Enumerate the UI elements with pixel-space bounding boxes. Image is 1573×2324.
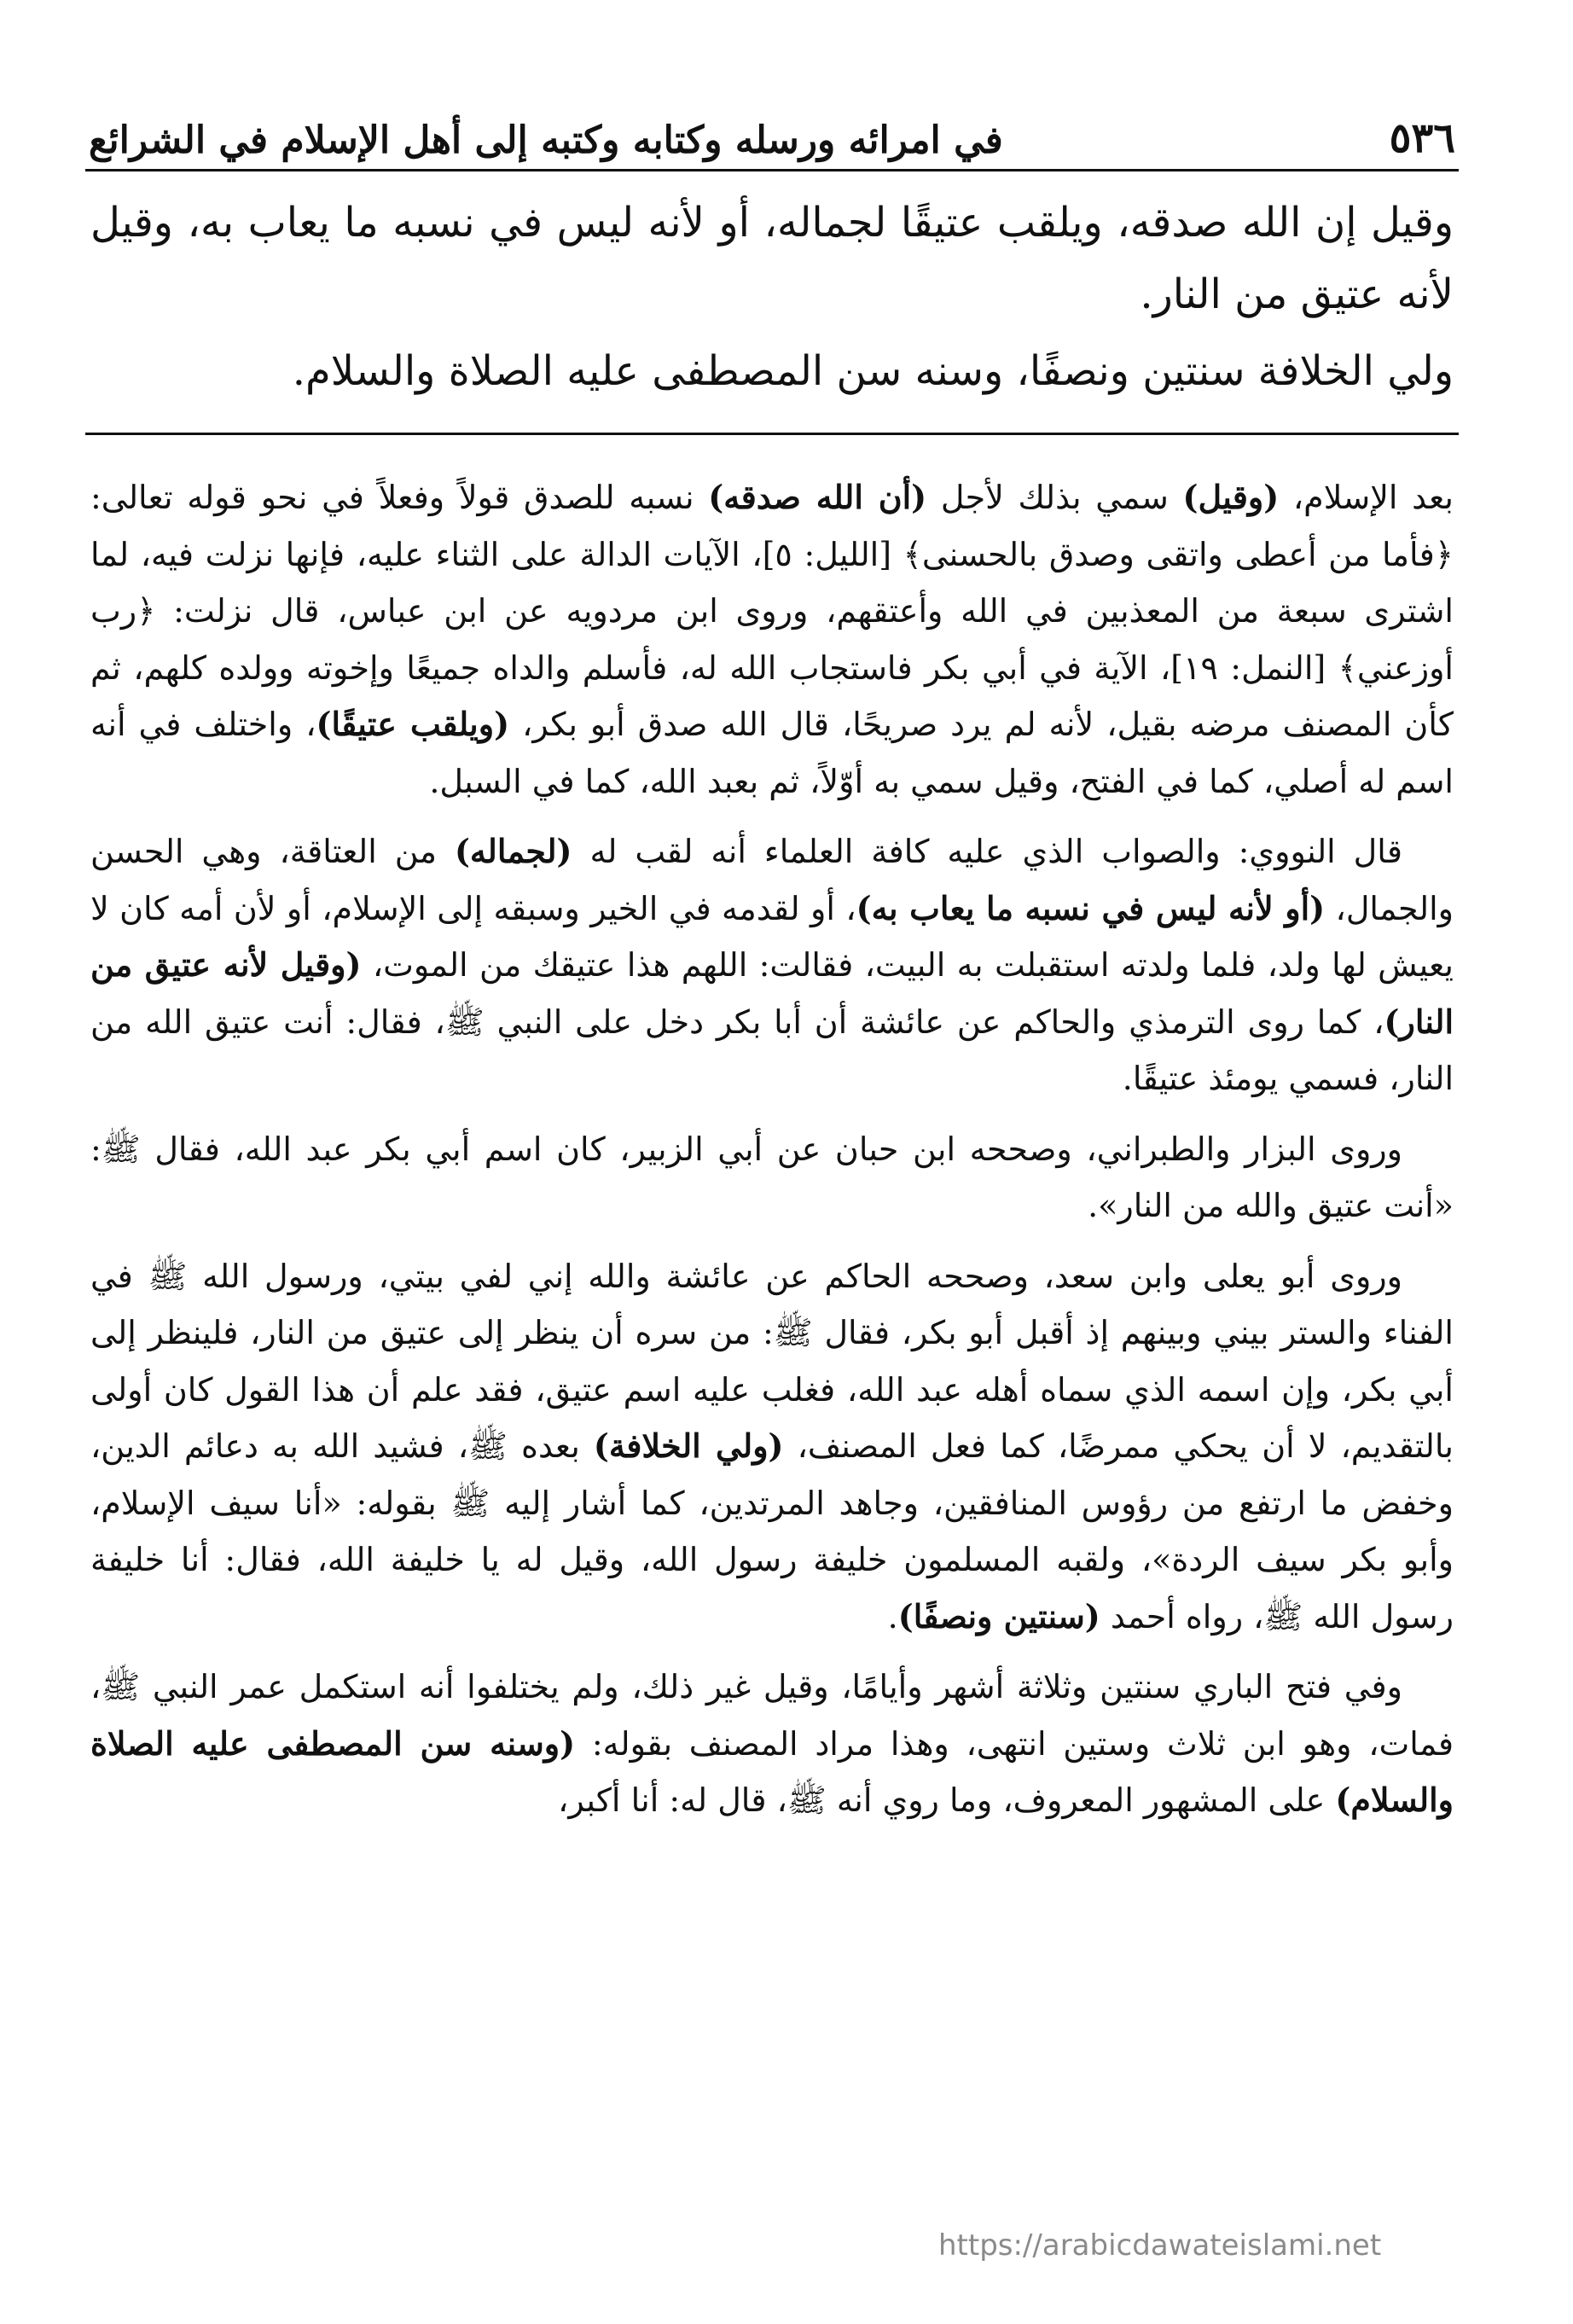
quoted-matn: (أن الله صدقه) (708, 478, 927, 516)
book-page (85, 94, 1459, 1843)
commentary-paragraph: قال النووي: والصواب الذي عليه كافة العلماء أنه لقب له (لجماله) من العتاقة، وهي الحسن والجمال، (أو لأنه ليس في نسبه ما يعاب به)، أو لقدمه في الخير وسبقه إلى الإسلام، أو لأن أمه كان لا يعيش لها ولد، فلما ولدته استقبلت به البيت، فقالت: اللهم هذا عتيقك من الموت، (وقيل لأنه عتيق من النار)، كما روى الترمذي والحاكم عن عائشة أن أبا بكر دخل على النبي ﷺ، فقال: أنت عتيق الله من النار، فسمي يومئذ عتيقًا. (90, 832, 1454, 1097)
page-header (85, 94, 1459, 171)
main-text (85, 187, 1459, 407)
quoted-matn: (أو لأنه ليس في نسبه ما يعاب به) (856, 888, 1326, 927)
quoted-matn: (ويلقب عتيقًا) (316, 705, 510, 743)
commentary (85, 469, 1459, 1829)
commentary-paragraph: وروى البزار والطبراني، وصححه ابن حبان عن أبي الزبير، كان اسم أبي بكر عبد الله، فقال ﷺ: «أنت عتيق والله من النار». (90, 1130, 1454, 1224)
running-title: في امرائه ورسله وكتابه وكتبه إلى أهل الإسلام في الشرائع (89, 119, 1003, 162)
quoted-matn: (ولي الخلافة) (593, 1426, 784, 1465)
main-text-paragraph: وقيل إن الله صدقه، ويلقب عتيقًا لجماله، أو لأنه ليس في نسبه ما يعاب به، وقيل لأنه عتيق من النار. (90, 199, 1454, 318)
watermark-url: https://arabicdawateislami.net (938, 2228, 1382, 2263)
commentary-paragraph: وفي فتح الباري سنتين وثلاثة أشهر وأيامًا، وقيل غير ذلك، ولم يختلفوا أنه استكمل عمر النبي ﷺ، فمات، وهو ابن ثلاث وستين انتهى، وهذا مراد المصنف بقوله: (وسنه سن المصطفى عليه الصلاة والسلام) على المشهور المعروف، وما روي أنه ﷺ، قال له: أنا أكبر، (90, 1668, 1454, 1819)
commentary-paragraph: بعد الإسلام، (وقيل) سمي بذلك لأجل (أن الله صدقه) نسبه للصدق قولاً وفعلاً في نحو قوله تعالى: ﴿فأما من أعطى واتقى وصدق بالحسنى﴾ [الليل: ٥]، الآيات الدالة على الثناء عليه، فإنها نزلت فيه، لما اشترى سبعة من المعذبين في الله وأعتقهم، وروى ابن مردويه عن ابن عباس، قال نزلت: ﴿رب أوزعني﴾ [النمل: ١٩]، الآية في أبي بكر فاستجاب الله له، فأسلم والداه جميعًا وإخوته وولده كلهم، ثم كأن المصنف مرضه بقيل، لأنه لم يرد صريحًا، قال الله صدق أبو بكر، (ويلقب عتيقًا)، واختلف في أنه اسم له أصلي، كما في الفتح، وقيل سمي به أوّلاً، ثم بعبد الله، كما في السبل. (90, 478, 1454, 800)
commentary-paragraph: وروى أبو يعلى وابن سعد، وصححه الحاكم عن عائشة والله إني لفي بيتي، ورسول الله ﷺ في الفناء والستر بيني وبينهم إذ أقبل أبو بكر، فقال ﷺ: من سره أن ينظر إلى عتيق من النار، فلينظر إلى أبي بكر، وإن اسمه الذي سماه أهله عبد الله، فغلب عليه اسم عتيق، فقد علم أن هذا القول كان أولى بالتقديم، لا أن يحكي ممرضًا، كما فعل المصنف، (ولي الخلافة) بعده ﷺ، فشيد الله به دعائم الدين، وخفض ما ارتفع من رؤوس المنافقين، وجاهد المرتدين، كما أشار إليه ﷺ بقوله: «أنا سيف الإسلام، وأبو بكر سيف الردة»، ولقبه المسلمون خليفة رسول الله، وقيل له يا خليفة الله، فقال: أنا خليفة رسول الله ﷺ، رواه أحمد (سنتين ونصفًا). (90, 1257, 1454, 1636)
quoted-matn: (وقيل لأنه عتيق من النار) (90, 945, 1454, 1041)
main-text-paragraph: ولي الخلافة سنتين ونصفًا، وسنه سن المصطفى عليه الصلاة والسلام. (292, 347, 1454, 395)
quoted-matn: (وسنه سن المصطفى عليه الصلاة والسلام) (90, 1723, 1454, 1819)
section-divider (85, 433, 1459, 435)
quoted-matn: (وقيل) (1182, 478, 1280, 516)
quoted-matn: (لجماله) (454, 832, 572, 870)
page-number: ٥٣٦ (1389, 114, 1455, 162)
quoted-matn: (سنتين ونصفًا) (897, 1596, 1100, 1636)
